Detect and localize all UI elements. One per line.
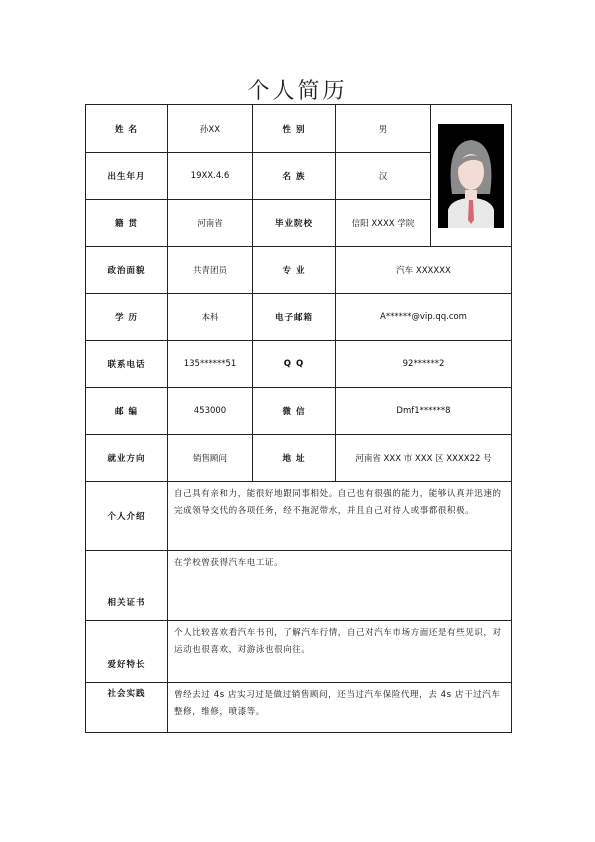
phone-value: 135******51 — [168, 341, 253, 388]
birth-value: 19XX.4.6 — [168, 153, 253, 200]
table-row — [86, 621, 512, 683]
major-label: 专 业 — [253, 247, 336, 294]
objective-value: 销售顾问 — [168, 435, 253, 482]
phone-label: 联系电话 — [86, 341, 168, 388]
origin-value: 河南省 — [168, 200, 253, 247]
name-value: 孙XX — [168, 105, 253, 153]
political-label: 政治面貌 — [86, 247, 168, 294]
intro-text: 自己具有亲和力，能很好地跟同事相处。自己也有很强的能力，能够认真并迅速的完成领导交代的各项任务，经不拖泥带水，并且自己对待人或事都很积极。 — [168, 482, 512, 551]
hobby-label: 爱好特长 — [86, 621, 168, 683]
objective-label: 就业方向 — [86, 435, 168, 482]
email-label: 电子邮箱 — [253, 294, 336, 341]
page-title: 个人简历 — [247, 79, 348, 104]
birth-label: 出生年月 — [86, 153, 168, 200]
intro-label: 个人介绍 — [86, 482, 168, 551]
address-label: 地 址 — [253, 435, 336, 482]
political-value: 共青团员 — [168, 247, 253, 294]
major-value: 汽车 XXXXXX — [336, 247, 512, 294]
qq-label: Q Q — [253, 341, 336, 388]
hobby-text: 个人比较喜欢看汽车书刊，了解汽车行情，自己对汽车市场方面还是有些见识，对运动也很喜欢，对游泳也很向往。 — [168, 621, 512, 683]
postcode-label: 邮 编 — [86, 388, 168, 435]
school-value: 信阳 XXXX 学院 — [336, 200, 431, 247]
name-label: 姓 名 — [86, 105, 168, 153]
table-row — [86, 551, 512, 621]
table-row — [86, 294, 512, 341]
table-row — [86, 482, 512, 551]
certs-label: 相关证书 — [86, 551, 168, 621]
table-row — [86, 683, 512, 733]
practice-label: 社会实践 — [86, 683, 168, 733]
table-row — [86, 341, 512, 388]
ethnicity-value: 汉 — [336, 153, 431, 200]
resume-table — [85, 104, 512, 733]
table-row — [86, 435, 512, 482]
school-label: 毕业院校 — [253, 200, 336, 247]
gender-value: 男 — [336, 105, 431, 153]
education-label: 学 历 — [86, 294, 168, 341]
postcode-value: 453000 — [168, 388, 253, 435]
email-value: A******@vip.qq.com — [336, 294, 512, 341]
address-value: 河南省 XXX 市 XXX 区 XXXX22 号 — [336, 435, 512, 482]
wechat-value: Dmf1******8 — [336, 388, 512, 435]
qq-value: 92******2 — [336, 341, 512, 388]
gender-label: 性 别 — [253, 105, 336, 153]
wechat-label: 微 信 — [253, 388, 336, 435]
table-row — [86, 247, 512, 294]
practice-text: 曾经去过 4s 店实习过是做过销售顾问，还当过汽车保险代理，去 4s 店干过汽车整修，维修，喷漆等。 — [168, 683, 512, 733]
photo-cell — [431, 105, 512, 247]
avatar — [438, 124, 504, 228]
table-row — [86, 105, 512, 153]
origin-label: 籍 贯 — [86, 200, 168, 247]
ethnicity-label: 名 族 — [253, 153, 336, 200]
education-value: 本科 — [168, 294, 253, 341]
table-row — [86, 388, 512, 435]
certs-text: 在学校曾获得汽车电工证。 — [168, 551, 512, 621]
